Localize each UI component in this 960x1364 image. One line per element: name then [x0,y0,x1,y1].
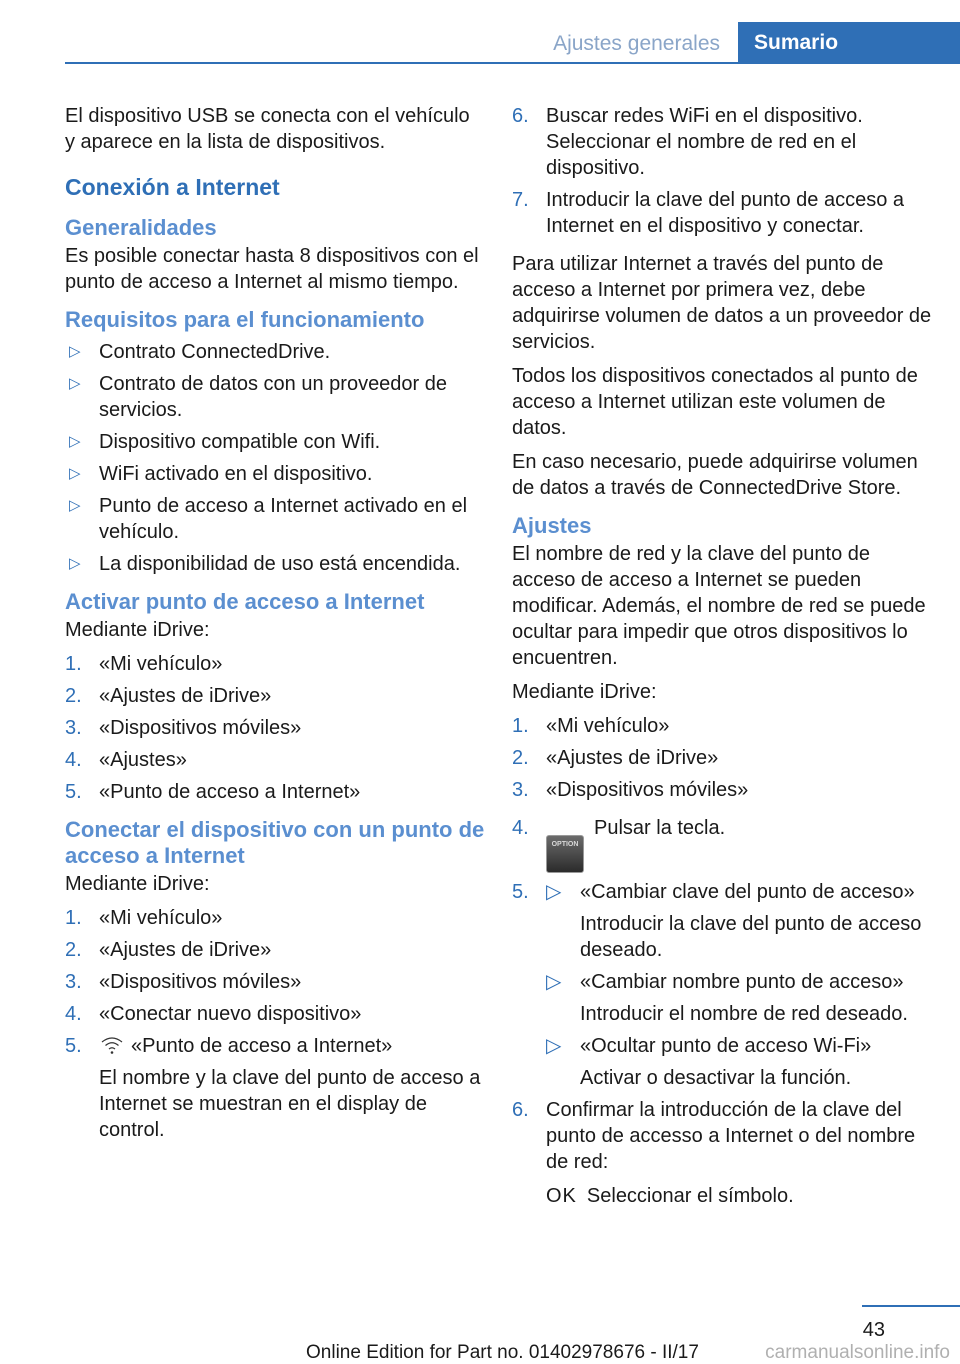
sub-options-list [546,879,937,1091]
mediante-idrive-label: Mediante iDrive: [65,619,210,641]
page-header [65,22,960,64]
list-item: 6. Buscar redes WiFi en el dispositivo. Seleccionar el nombre de red en el dispositivo. [512,105,863,179]
conectar-steps [65,905,485,1143]
left-column [65,103,485,1155]
ajustes-paragraph: El nombre de red y la clave del punto de acceso de acceso a Internet se pueden modificar. Además, el nombre de red se puede ocultar para impedir que otros dispositivos lo encuentren. [512,543,926,669]
requisitos-list [65,339,485,577]
list-item: 5. ▷ «Cambiar clave del punto de acceso» Introducir la clave del punto de acceso deseado. ▷ «Cambiar nombre punto de acceso» Introducir el nombre de red deseado. ▷ «Ocultar punto de acceso Wi-Fi» Activar o desactivar la función. [512,879,937,1091]
edition-note: Online Edition for Part no. 01402978676 - II/17 [306,1342,699,1363]
list-item: ▷ WiFi activado en el dispositivo. [69,463,373,485]
step-description: El nombre y la clave del punto de acceso a Internet se muestran en el display de control. [99,1067,481,1141]
generalidades-paragraph: Es posible conectar hasta 8 dispositivos con el punto de acceso a Internet al mismo tiempo. [65,245,479,293]
list-item: ▷ Contrato de datos con un proveedor de servicios. [69,373,448,421]
list-item: ▷ «Ocultar punto de acceso Wi-Fi» Activar o desactivar la función. [546,1035,872,1089]
page-footer [0,1305,960,1362]
paragraph-connecteddrive-store: En caso necesario, puede adquirirse volumen de datos a través de ConnectedDrive Store. [512,451,918,499]
ajustes-steps [512,713,937,1209]
triangle-bullet-icon: ▷ [546,1035,562,1057]
list-item: 1. «Mi vehículo» [65,653,223,675]
list-item: 4. «Ajustes» [65,749,187,771]
list-item: 4. OPTIONPulsar la tecla. [512,815,937,873]
list-item: 7. Introducir la clave del punto de acceso a Internet en el dispositivo y conectar. [512,189,904,237]
mediante-idrive-label: Mediante iDrive: [65,873,210,895]
list-item: 1. «Mi vehículo» [512,715,670,737]
heading-generalidades: Generalidades [65,215,217,240]
paragraph-dispositivos-conectados: Todos los dispositivos conectados al punto de acceso a Internet utilizan este volumen de datos. [512,365,918,439]
list-item: 2. «Ajustes de iDrive» [65,939,272,961]
triangle-bullet-icon: ▷ [69,343,81,360]
triangle-bullet-icon: ▷ [546,971,562,993]
heading-conexion-internet: Conexión a Internet [65,174,280,200]
triangle-bullet-icon: ▷ [546,881,562,903]
list-item: ▷ La disponibilidad de uso está encendida. [69,553,461,575]
list-item: 1. «Mi vehículo» [65,907,223,929]
triangle-bullet-icon: ▷ [69,555,81,572]
list-item: 5. «Punto de acceso a Internet» El nombre y la clave del punto de acceso a Internet se muestran en el display de control. [65,1033,485,1143]
list-item: ▷ «Cambiar clave del punto de acceso» Introducir la clave del punto de acceso deseado. [546,881,922,961]
heading-activar-punto: Activar punto de acceso a Internet [65,589,425,614]
triangle-bullet-icon: ▷ [69,375,81,392]
divider [862,1305,960,1307]
triangle-bullet-icon: ▷ [69,433,81,450]
page-number: 43 [862,1319,885,1341]
triangle-bullet-icon: ▷ [69,497,81,514]
list-item: 3. «Dispositivos móviles» [65,717,302,739]
list-item: ▷ Dispositivo compatible con Wifi. [69,431,381,453]
heading-ajustes: Ajustes [512,513,592,538]
ok-icon: OK [546,1185,577,1207]
heading-conectar-dispositivo: Conectar el dispositivo con un punto de acceso a Internet [65,817,485,868]
list-item: 4. «Conectar nuevo dispositivo» [65,1003,362,1025]
wifi-icon [99,1035,125,1055]
watermark[interactable]: carmanualsonline.info [765,1342,950,1363]
section-breadcrumb[interactable]: Ajustes generales [553,32,720,55]
paragraph-volumen-datos: Para utilizar Internet a través del punto de acceso a Internet por primera vez, debe adquirirse volumen de datos a un proveedor de servicios. [512,253,932,353]
list-item: 5. «Punto de acceso a Internet» [65,781,361,803]
list-item: 3. «Dispositivos móviles» [65,971,302,993]
list-item: ▷ Contrato ConnectedDrive. [69,341,331,363]
list-item: ▷ Punto de acceso a Internet activado en el vehículo. [69,495,468,543]
mediante-idrive-label: Mediante iDrive: [512,681,657,703]
triangle-bullet-icon: ▷ [69,465,81,482]
list-item: 2. «Ajustes de iDrive» [512,747,719,769]
intro-paragraph: El dispositivo USB se conecta con el vehículo y aparece en la lista de dispositivos. [65,105,470,153]
list-item: ▷ «Cambiar nombre punto de acceso» Introducir el nombre de red deseado. [546,971,908,1025]
heading-requisitos: Requisitos para el funcionamiento [65,307,425,332]
list-item: 6. Confirmar la introducción de la clave del punto de accesso a Internet o del nombre de red: OK Seleccionar el símbolo. [512,1099,916,1207]
tab-sumario[interactable]: Sumario [738,22,960,62]
right-column [512,103,937,1221]
activar-steps [65,651,485,805]
list-item: 3. «Dispositivos móviles» [512,779,749,801]
list-item: 2. «Ajustes de iDrive» [65,685,272,707]
option-button-icon: OPTION [546,835,584,873]
conectar-steps-continued [512,103,937,239]
